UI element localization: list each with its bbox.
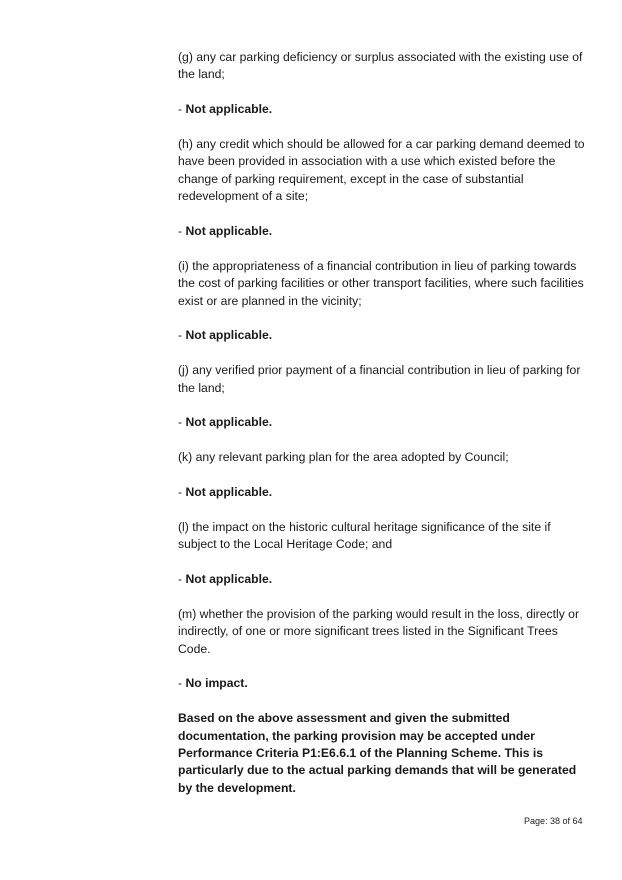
- response-dash: -: [178, 224, 186, 239]
- clause-j-response: [178, 414, 588, 431]
- clause-g-text: (g) any car parking deficiency or surplus associated with the existing use of the land;: [178, 50, 583, 82]
- page-number: Page: 38 of 64: [524, 816, 583, 826]
- clause-g-response: [178, 101, 588, 118]
- clause-j-text: (j) any verified prior payment of a financial contribution in lieu of parking for the land;: [178, 363, 581, 395]
- response-text: Not applicable.: [185, 102, 273, 117]
- clause-i-response: [178, 327, 588, 344]
- clause-m-text: (m) whether the provision of the parking would result in the loss, directly or indirectly, of one or more significant trees listed in the Significant Trees Code.: [178, 606, 580, 656]
- response-text: Not applicable.: [185, 328, 273, 343]
- clause-l-text: (l) the impact on the historic cultural heritage significance of the site if subject to the Local Heritage Code; and: [178, 519, 551, 552]
- response-text: Not applicable.: [185, 485, 273, 500]
- clause-h-text: (h) any credit which should be allowed for a car parking demand deemed to have been provided in association with a use which existed before the change of parking requirement, except in the case of substantial redevelopment of a site;: [178, 137, 585, 204]
- clause-h-response: [178, 223, 588, 240]
- response-dash: -: [178, 485, 186, 500]
- response-text: Not applicable.: [185, 415, 273, 430]
- response-text: No impact.: [185, 676, 248, 691]
- response-dash: -: [178, 676, 186, 691]
- response-dash: -: [178, 415, 186, 430]
- response-text: Not applicable.: [185, 224, 273, 239]
- response-dash: -: [178, 102, 186, 117]
- clause-i-text: (i) the appropriateness of a financial contribution in lieu of parking towards the cost of parking facilities or other transport facilities, where such facilities exist or are planned in the vicinity;: [178, 258, 584, 308]
- response-dash: -: [178, 572, 186, 587]
- clause-l-response: [178, 571, 588, 588]
- clause-k-response: [178, 484, 588, 501]
- clause-m-response: [178, 675, 588, 692]
- document-body: [178, 49, 588, 797]
- clause-k-text: (k) any relevant parking plan for the area adopted by Council;: [178, 450, 509, 465]
- response-dash: -: [178, 328, 186, 343]
- response-text: Not applicable.: [185, 572, 273, 587]
- assessment-conclusion: Based on the above assessment and given the submitted documentation, the parking provision may be accepted under Performance Criteria P1:E6.6.1 of the Planning Scheme. This is particularly due to the actual parking demands that will be generated by the development.: [178, 711, 577, 795]
